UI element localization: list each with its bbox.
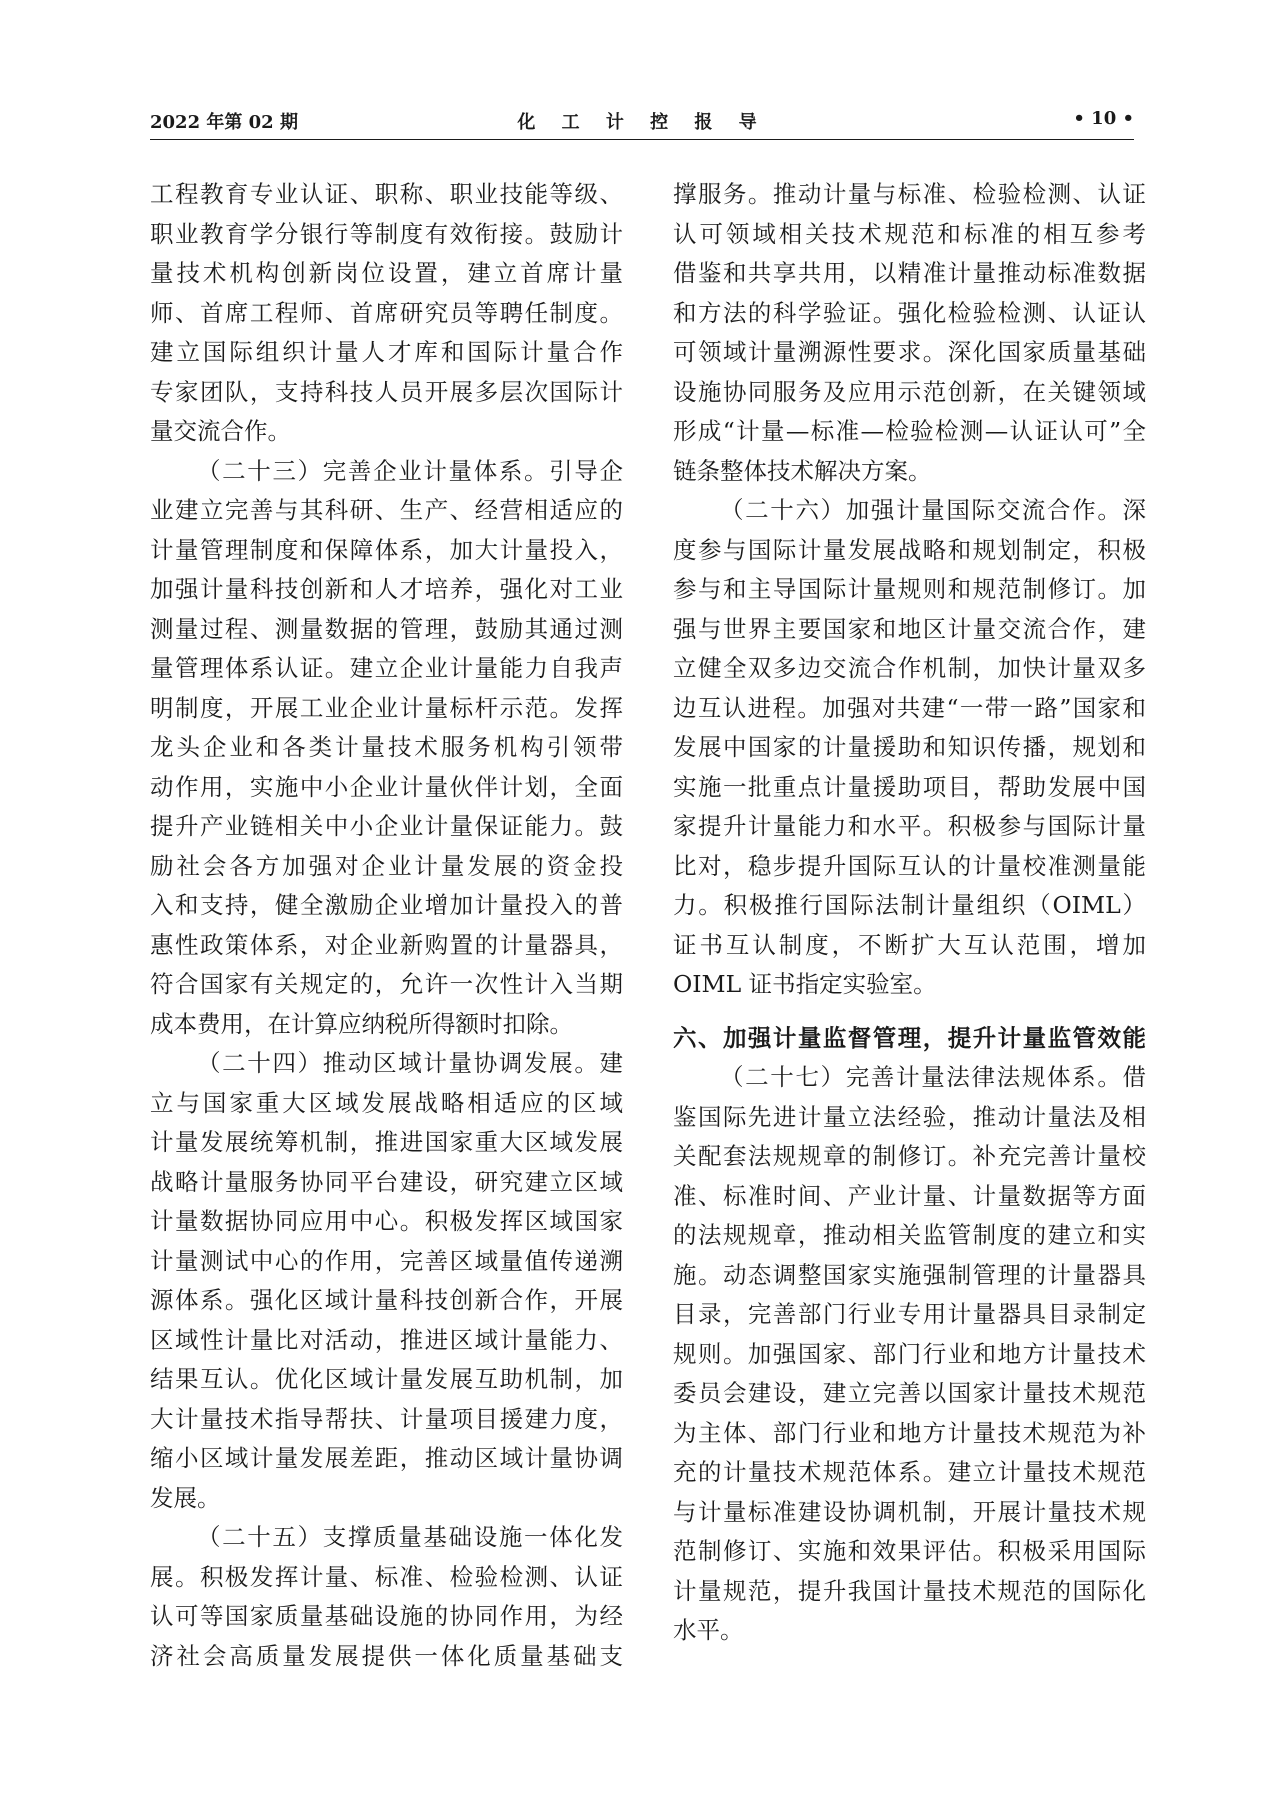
- text-line: 形成“计量—标准—检验检测—认证认可”全: [673, 417, 1146, 445]
- text-line: 认可领域相关技术规范和标准的相互参考: [673, 219, 1146, 248]
- text-line: 工程教育专业认证、职称、职业技能等级、: [150, 180, 623, 208]
- text-line: 委员会建设，建立完善以国家计量技术规范: [673, 1379, 1146, 1407]
- left-column: [150, 175, 623, 1676]
- section-23-lead: （二十三）完善企业计量体系。引导企: [197, 456, 623, 485]
- text-line: 明制度，开展工业企业计量标杆示范。发挥: [150, 693, 623, 722]
- section-25-lead: （二十五）支撑质量基础设施一体化发: [197, 1523, 623, 1551]
- text-line: 励社会各方加强对企业计量发展的资金投: [150, 851, 623, 880]
- text-line: 链条整体技术解决方案。: [673, 456, 932, 485]
- text-line: 量技术机构创新岗位设置，建立首席计量: [150, 259, 623, 287]
- text-line: 发展。: [150, 1483, 221, 1512]
- text-line: 量管理体系认证。建立企业计量能力自我声: [150, 654, 623, 682]
- text-line: 龙头企业和各类计量技术服务机构引领带: [150, 733, 623, 761]
- text-line: 强与世界主要国家和地区计量交流合作，建: [673, 614, 1146, 643]
- text-line: 大计量技术指导帮扶、计量项目援建力度，: [150, 1404, 623, 1433]
- text-line: 动作用，实施中小企业计量伙伴计划，全面: [150, 772, 623, 801]
- text-line: 施。动态调整国家实施强制管理的计量器具: [673, 1260, 1146, 1289]
- text-line: 的法规规章，推动相关监管制度的建立和实: [673, 1221, 1146, 1249]
- text-line: 职业教育学分银行等制度有效衔接。鼓励计: [150, 219, 623, 248]
- text-line: 鉴国际先进计量立法经验，推动计量法及相: [673, 1102, 1146, 1131]
- text-line: 可领域计量溯源性要求。深化国家质量基础: [673, 338, 1146, 366]
- text-line: 计量管理制度和保障体系，加大计量投入，: [150, 535, 623, 564]
- text-line: 规则。加强国家、部门行业和地方计量技术: [673, 1339, 1146, 1368]
- text-line: 测量过程、测量数据的管理，鼓励其通过测: [150, 614, 623, 643]
- text-line: OIML 证书指定实验室。: [673, 970, 937, 998]
- text-line: 展。积极发挥计量、标准、检验检测、认证: [150, 1562, 623, 1591]
- text-line: 准、标准时间、产业计量、计量数据等方面: [673, 1181, 1146, 1210]
- text-line: 源体系。强化区域计量科技创新合作，开展: [150, 1286, 623, 1314]
- text-line: 加强计量科技创新和人才培养，强化对工业: [150, 575, 623, 603]
- page-number: • 10 •: [1073, 108, 1134, 129]
- text-line: 惠性政策体系，对企业新购置的计量器具，: [150, 930, 623, 959]
- text-line: 充的计量技术规范体系。建立计量技术规范: [673, 1458, 1146, 1486]
- section-24-lead: （二十四）推动区域计量协调发展。建: [197, 1049, 623, 1077]
- text-line: 计量发展统筹机制，推进国家重大区域发展: [150, 1128, 623, 1156]
- text-line: 成本费用，在计算应纳税所得额时扣除。: [150, 1009, 573, 1038]
- text-line: 缩小区域计量发展差距，推动区域计量协调: [150, 1444, 623, 1472]
- text-line: 实施一批重点计量援助项目，帮助发展中国: [673, 772, 1146, 801]
- text-line: 撑服务。推动计量与标准、检验检测、认证: [673, 180, 1146, 208]
- text-line: 济社会高质量发展提供一体化质量基础支: [150, 1641, 623, 1670]
- text-line: 量交流合作。: [150, 417, 291, 445]
- text-line: 边互认进程。加强对共建“一带一路”国家和: [673, 693, 1146, 722]
- text-line: 目录，完善部门行业专用计量器具目录制定: [673, 1300, 1146, 1328]
- text-line: 区域性计量比对活动，推进区域计量能力、: [150, 1325, 623, 1354]
- text-line: 发展中国家的计量援助和知识传播，规划和: [673, 733, 1146, 761]
- text-line: 业建立完善与其科研、生产、经营相适应的: [150, 496, 623, 524]
- text-line: 关配套法规规章的制修订。补充完善计量校: [673, 1142, 1146, 1170]
- text-line: 认可等国家质量基础设施的协同作用，为经: [150, 1602, 623, 1630]
- text-line: 水平。: [673, 1616, 744, 1644]
- text-line: 范制修订、实施和效果评估。积极采用国际: [673, 1537, 1146, 1565]
- text-line: 借鉴和共享共用，以精准计量推动标准数据: [673, 259, 1146, 287]
- section-27-lead: （二十七）完善计量法律法规体系。借: [720, 1063, 1146, 1091]
- text-line: 立健全双多边交流合作机制，加快计量双多: [673, 654, 1146, 682]
- text-line: 符合国家有关规定的，允许一次性计入当期: [150, 970, 623, 998]
- text-line: 专家团队，支持科技人员开展多层次国际计: [150, 377, 623, 406]
- text-line: 为主体、部门行业和地方计量技术规范为补: [673, 1418, 1146, 1447]
- right-column: [673, 175, 1146, 1651]
- header-rule: [150, 139, 1134, 140]
- text-line: 度参与国际计量发展战略和规划制定，积极: [673, 535, 1146, 564]
- section-heading: 六、加强计量监督管理，提升计量监管效能: [673, 1023, 1146, 1052]
- text-line: 战略计量服务协同平台建设，研究建立区域: [150, 1167, 623, 1196]
- text-line: 与计量标准建设协调机制，开展计量技术规: [673, 1497, 1146, 1526]
- section-26-lead: （二十六）加强计量国际交流合作。深: [720, 496, 1146, 524]
- issue-label: 2022 年第 02 期: [150, 112, 298, 133]
- text-line: 力。积极推行国际法制计量组织（OIML）: [673, 891, 1146, 919]
- text-line: 家提升计量能力和水平。积极参与国际计量: [673, 812, 1146, 840]
- text-line: 计量测试中心的作用，完善区域量值传递溯: [150, 1246, 623, 1275]
- text-line: 师、首席工程师、首席研究员等聘任制度。: [150, 298, 623, 327]
- running-header: [150, 108, 1134, 138]
- text-line: 提升产业链相关中小企业计量保证能力。鼓: [150, 812, 623, 840]
- text-line: 比对，稳步提升国际互认的计量校准测量能: [673, 851, 1146, 880]
- text-line: 和方法的科学验证。强化检验检测、认证认: [673, 298, 1146, 327]
- journal-title: 化 工 计 控 报 导: [517, 112, 767, 133]
- text-line: 证书互认制度，不断扩大互认范围，增加: [673, 930, 1146, 959]
- text-line: 计量数据协同应用中心。积极发挥区域国家: [150, 1207, 623, 1235]
- text-line: 结果互认。优化区域计量发展互助机制，加: [150, 1365, 623, 1393]
- text-line: 立与国家重大区域发展战略相适应的区域: [150, 1088, 623, 1117]
- text-line: 计量规范，提升我国计量技术规范的国际化: [673, 1576, 1146, 1605]
- text-line: 设施协同服务及应用示范创新，在关键领域: [673, 377, 1146, 406]
- text-line: 建立国际组织计量人才库和国际计量合作: [150, 338, 623, 366]
- text-line: 参与和主导国际计量规则和规范制修订。加: [673, 575, 1146, 603]
- text-line: 入和支持，健全激励企业增加计量投入的普: [150, 891, 623, 919]
